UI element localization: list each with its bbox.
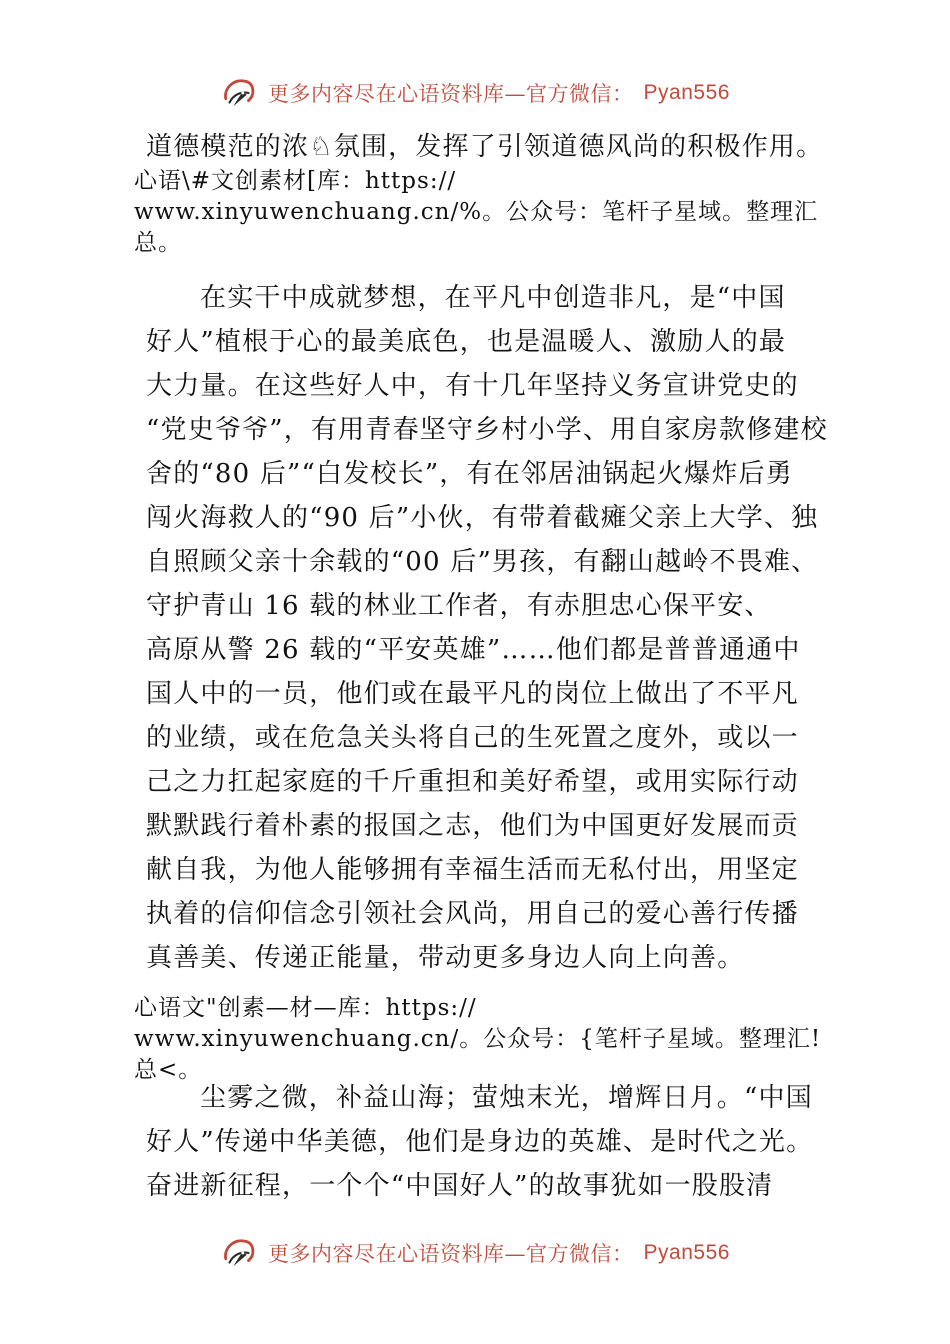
footer-banner — [0, 1230, 950, 1276]
footer-wechat-id: Pyan556 — [643, 1241, 730, 1264]
watermark-2-line-1: 心语文"创素—材—库：https:// — [134, 995, 477, 1021]
paragraph-2-line-10: 国人中的一员，他们或在最平凡的岗位上做出了不平凡 — [146, 679, 799, 709]
watermark-1-line-2: www.xinyuwenchuang.cn/%。公众号：笔杆子星域。整理汇 — [134, 199, 819, 225]
header-banner-text: 更多内容尽在心语资料库—官方微信： — [268, 82, 634, 106]
paragraph-2-line-12: 己之力扛起家庭的千斤重担和美好希望，或用实际行动 — [146, 767, 799, 797]
paragraph-2-line-15: 执着的信仰信念引领社会风尚，用自己的爱心善行传播 — [146, 899, 799, 929]
watermark-1-line-1: 心语\#文创素材[库：https:// — [134, 168, 457, 194]
paragraph-2-line-7: 自照顾父亲十余载的“00 后”男孩，有翻山越岭不畏难、 — [146, 547, 819, 577]
paragraph-2-line-14: 献自我，为他人能够拥有幸福生活而无私付出，用坚定 — [146, 855, 799, 885]
paragraph-2-line-3: 大力量。在这些好人中，有十几年坚持义务宣讲党史的 — [146, 371, 799, 401]
paragraph-2-line-9: 高原从警 26 载的“平安英雄”……他们都是普普通通中 — [146, 635, 801, 665]
paragraph-2-line-6: 闯火海救人的“90 后”小伙，有带着截瘫父亲上大学、独 — [146, 503, 819, 533]
paragraph-2-line-11: 的业绩，或在危急关头将自己的生死置之度外，或以一 — [146, 723, 799, 753]
header-wechat-id: Pyan556 — [643, 81, 730, 104]
watermark-1-line-3: 总。 — [134, 230, 182, 256]
pen-nib-swirl-logo-icon — [220, 74, 258, 112]
paragraph-1-line-1: 道德模范的浓♘氛围，发挥了引领道德风尚的积极作用。 — [146, 132, 824, 162]
paragraph-3-line-2: 好人”传递中华美德，他们是身边的英雄、是时代之光。 — [146, 1127, 814, 1157]
pen-nib-swirl-logo-icon — [220, 1234, 258, 1272]
header-banner — [0, 70, 950, 116]
paragraph-2-line-8: 守护青山 16 载的林业工作者，有赤胆忠心保平安、 — [146, 591, 772, 621]
paragraph-3-line-3: 奋进新征程，一个个“中国好人”的故事犹如一股股清 — [146, 1171, 774, 1201]
paragraph-3-line-1: 尘雾之微，补益山海；萤烛末光，增辉日月。“中国 — [200, 1083, 813, 1113]
paragraph-2-line-16: 真善美、传递正能量，带动更多身边人向上向善。 — [146, 943, 745, 973]
paragraph-2-line-4: “党史爷爷”，有用青春坚守乡村小学、用自家房款修建校 — [146, 415, 828, 445]
watermark-2-line-3: 总<。 — [134, 1057, 203, 1083]
paragraph-2-line-13: 默默践行着朴素的报国之志，他们为中国更好发展而贡 — [146, 811, 799, 841]
paragraph-2-line-5: 舍的“80 后”“白发校长”，有在邻居油锅起火爆炸后勇 — [146, 459, 793, 489]
paragraph-2-line-2: 好人”植根于心的最美底色，也是温暖人、激励人的最 — [146, 327, 787, 357]
footer-banner-text: 更多内容尽在心语资料库—官方微信： — [268, 1242, 634, 1266]
paragraph-2-line-1: 在实干中成就梦想，在平凡中创造非凡，是“中国 — [200, 283, 786, 313]
watermark-2-line-2: www.xinyuwenchuang.cn/。公众号：{笔杆子星域。整理汇! — [134, 1026, 822, 1052]
